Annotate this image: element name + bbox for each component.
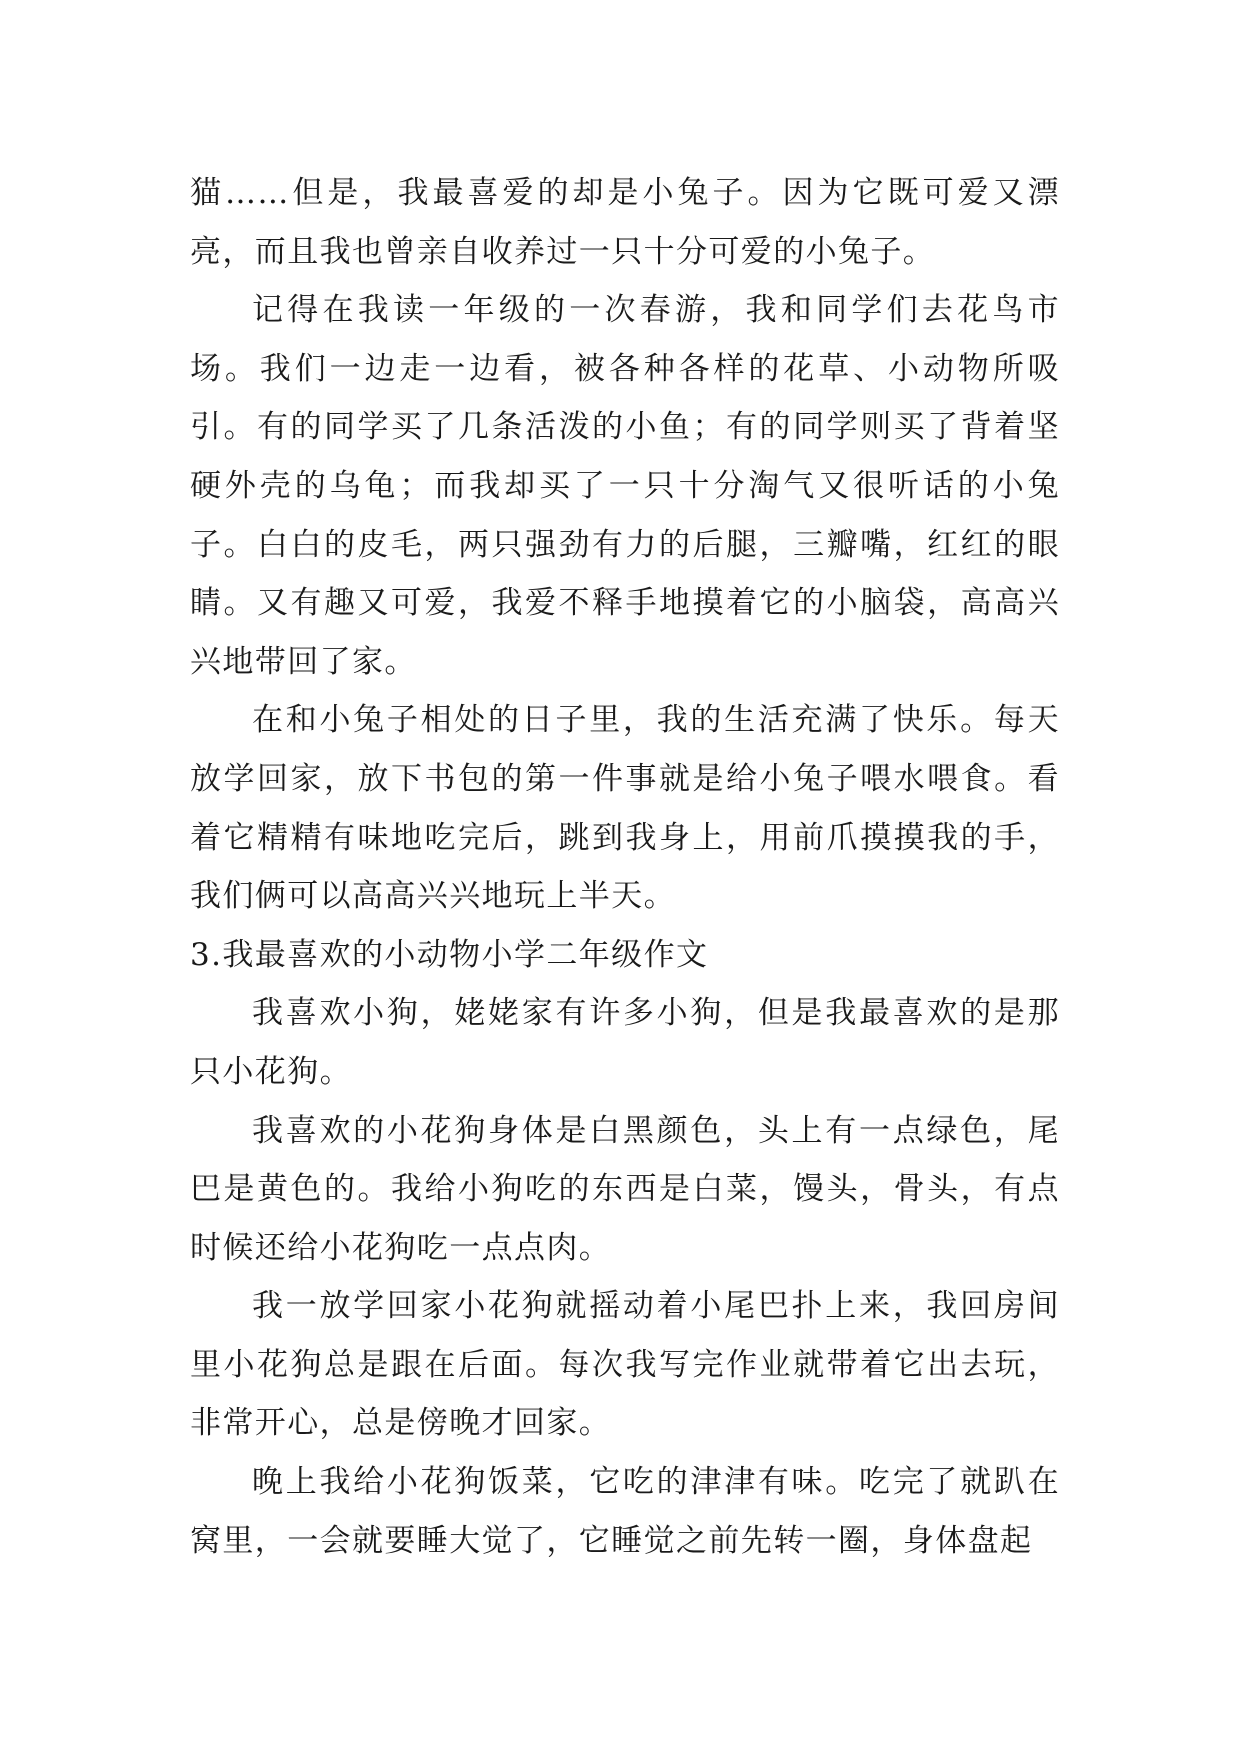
paragraph-continued: 猫……但是，我最喜爱的却是小兔子。因为它既可爱又漂亮，而且我也曾亲自收养过一只十分可爱的小兔子。 bbox=[190, 175, 1060, 270]
paragraph-dog-appearance: 我喜欢的小花狗身体是白黑颜色，头上有一点绿色，尾巴是黄色的。我给小狗吃的东西是白菜，馒头，骨头，有点时候还给小花狗吃一点点肉。 bbox=[190, 1112, 1060, 1266]
essay-heading: 3.我最喜欢的小动物小学二年级作文 bbox=[190, 936, 709, 973]
paragraph-spring-outing: 记得在我读一年级的一次春游，我和同学们去花鸟市场。我们一边走一边看，被各种各样的花草、小动物所吸引。有的同学买了几条活泼的小鱼；有的同学则买了背着坚硬外壳的乌龟；而我却买了一只十分淘气又很听话的小兔子。白白的皮毛，两只强劲有力的后腿，三瓣嘴，红红的眼睛。又有趣又可爱，我爱不释手地摸着它的小脑袋，高高兴兴地带回了家。 bbox=[190, 292, 1060, 680]
paragraph-dog-play: 我一放学回家小花狗就摇动着小尾巴扑上来，我回房间里小花狗总是跟在后面。每次我写完作业就带着它出去玩，非常开心，总是傍晚才回家。 bbox=[190, 1288, 1060, 1442]
document-body bbox=[190, 164, 1060, 1570]
paragraph-happy-days: 在和小兔子相处的日子里，我的生活充满了快乐。每天放学回家，放下书包的第一件事就是给小兔子喂水喂食。看着它精精有味地吃完后，跳到我身上，用前爪摸摸我的手，我们俩可以高高兴兴地玩上半天。 bbox=[190, 702, 1060, 915]
paragraph-dog-intro: 我喜欢小狗，姥姥家有许多小狗，但是我最喜欢的是那只小花狗。 bbox=[190, 995, 1060, 1090]
paragraph-dog-evening: 晚上我给小花狗饭菜，它吃的津津有味。吃完了就趴在窝里，一会就要睡大觉了，它睡觉之前先转一圈，身体盘起 bbox=[190, 1464, 1060, 1559]
